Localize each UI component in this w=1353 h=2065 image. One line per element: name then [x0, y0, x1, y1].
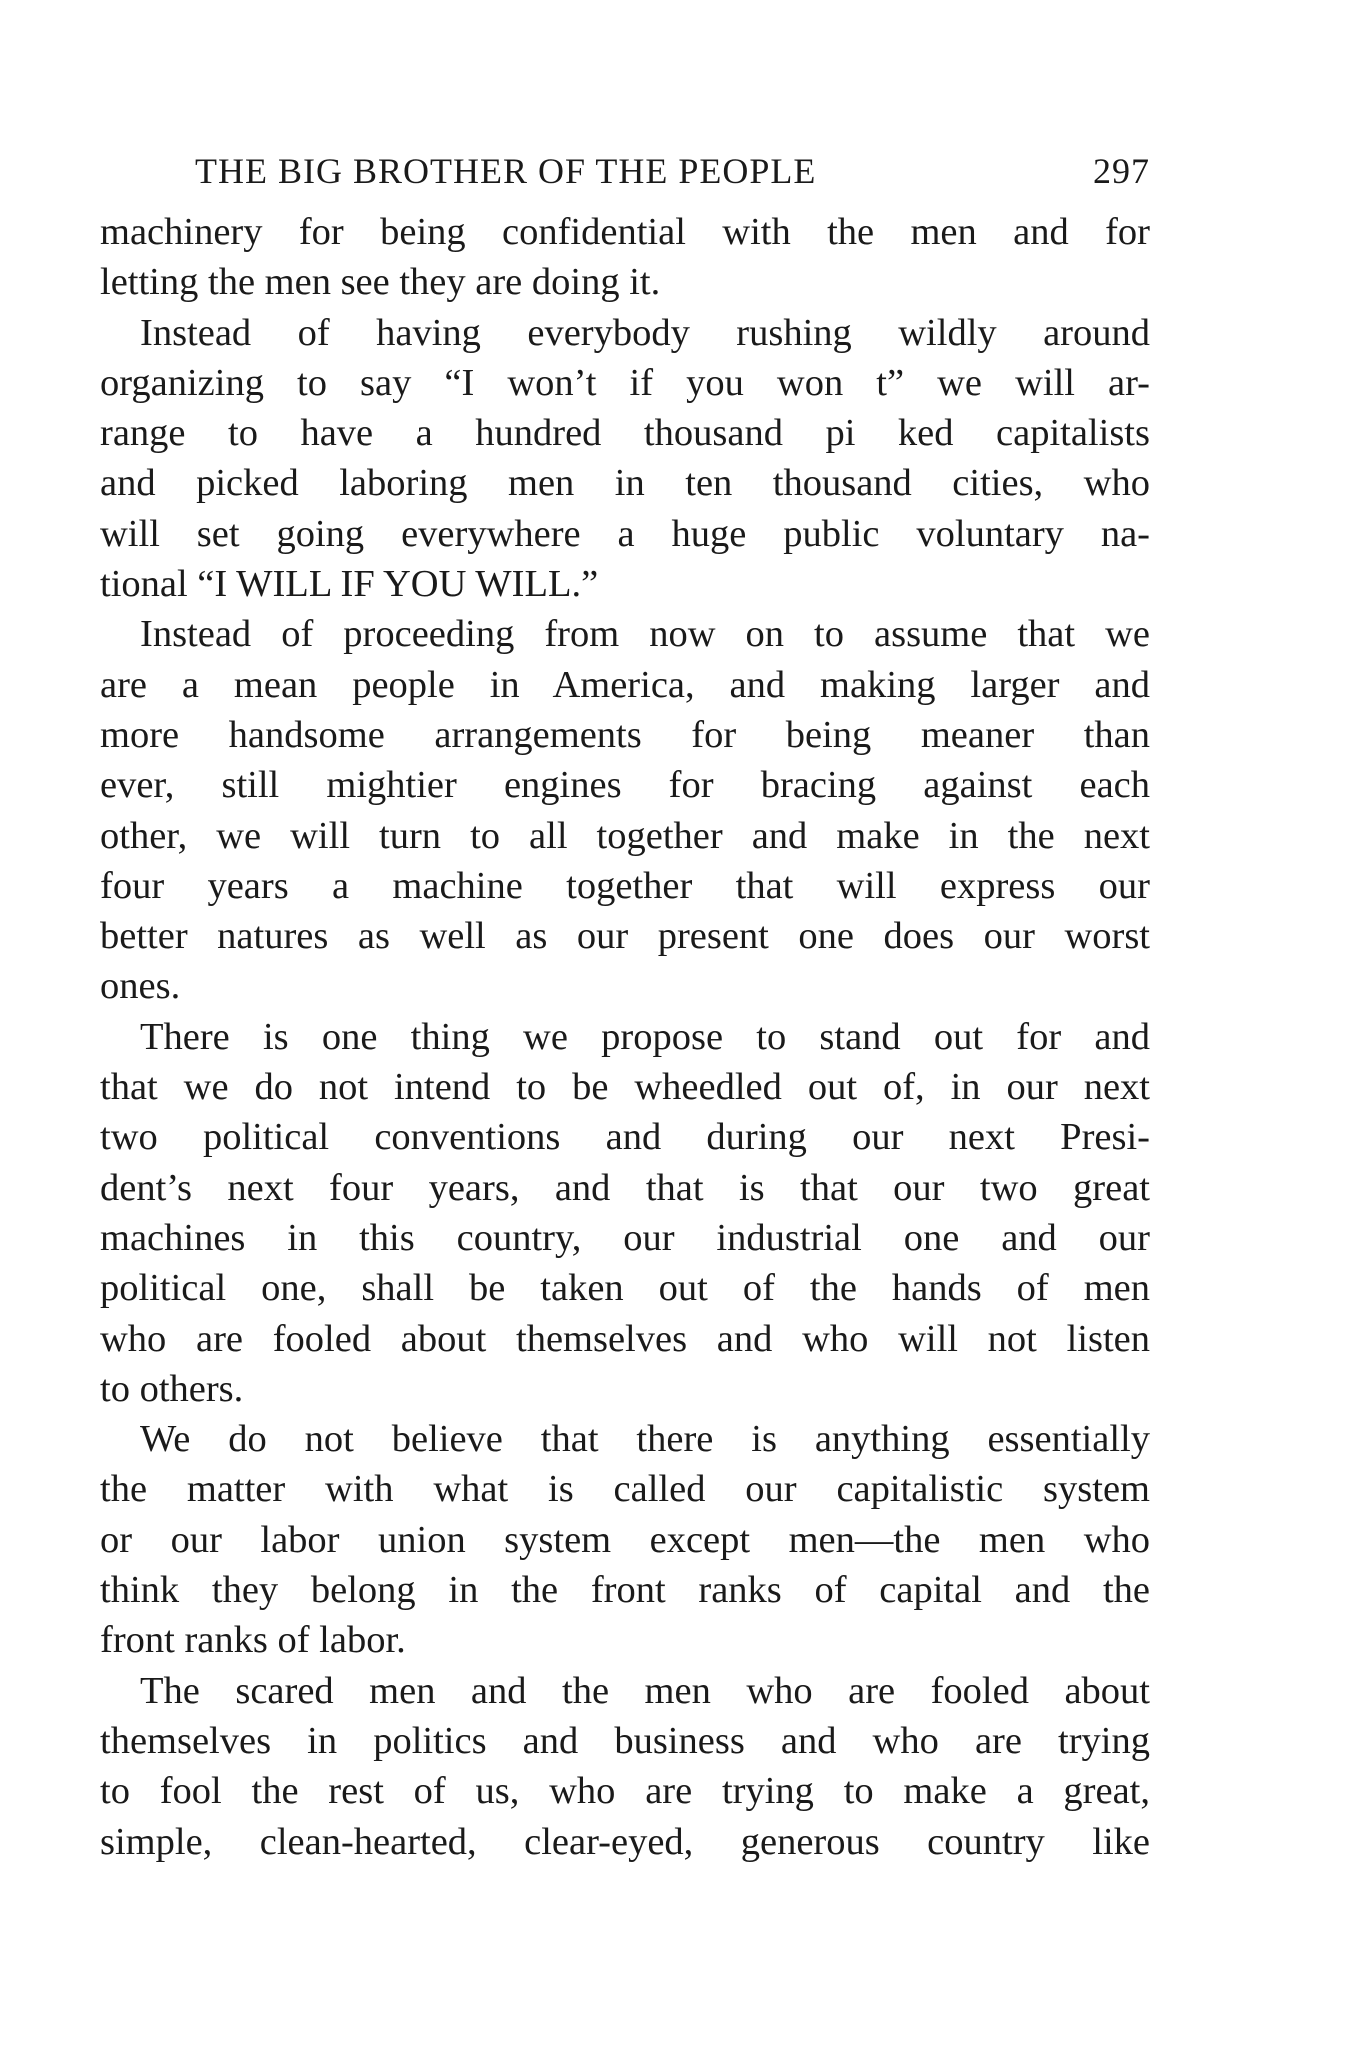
text-line: ever, still mightier engines for bracing against each — [100, 764, 1150, 807]
book-page — [100, 150, 1150, 1867]
text-line: machinery for being confidential with the men and for — [100, 211, 1150, 253]
text-line: themselves in politics and business and who are trying — [100, 1719, 1150, 1762]
text-line: more handsome arrangements for being meaner than — [100, 713, 1150, 756]
text-line: four years a machine together that will express our — [100, 864, 1150, 907]
text-line: We do not believe that there is anything essentially — [140, 1418, 1150, 1461]
text-line: will set going everywhere a huge public voluntary na- — [100, 512, 1150, 555]
text-line: better natures as well as our present one does our worst — [100, 915, 1150, 958]
text-line: Instead of proceeding from now on to assume that we — [140, 613, 1150, 656]
text-line: simple, clean-hearted, clear-eyed, generous country like — [100, 1820, 1150, 1863]
text-line: The scared men and the men who are fooled about — [140, 1669, 1150, 1712]
text-line: that we do not intend to be wheedled out of, in our next — [100, 1066, 1150, 1109]
body-text — [100, 207, 1150, 1867]
text-line: two political conventions and during our next Presi- — [100, 1116, 1150, 1159]
text-line: are a mean people in America, and making larger and — [100, 663, 1150, 706]
text-line: political one, shall be taken out of the hands of men — [100, 1267, 1150, 1310]
text-line: letting the men see they are doing it. — [100, 261, 661, 304]
text-line: dent’s next four years, and that is that our two great — [100, 1166, 1150, 1209]
text-line: ones. — [100, 965, 181, 1008]
text-line: front ranks of labor. — [100, 1619, 406, 1662]
text-line: range to have a hundred thousand pi ked capitalists — [100, 412, 1150, 455]
text-line: who are fooled about themselves and who will not listen — [100, 1317, 1150, 1360]
text-line: tional “I WILL IF YOU WILL.” — [100, 563, 599, 606]
text-line: think they belong in the front ranks of capital and the — [100, 1569, 1150, 1612]
text-line: There is one thing we propose to stand out for and — [140, 1015, 1150, 1058]
text-line: organizing to say “I won’t if you won t” we will ar- — [100, 361, 1150, 404]
text-line: or our labor union system except men—the men who — [100, 1518, 1150, 1561]
running-head — [195, 150, 1150, 202]
text-line: Instead of having everybody rushing wildly around — [140, 311, 1150, 354]
text-line: other, we will turn to all together and make in the next — [100, 814, 1150, 857]
text-line: machines in this country, our industrial one and our — [100, 1216, 1150, 1259]
text-line: and picked laboring men in ten thousand cities, who — [100, 462, 1150, 505]
running-title: THE BIG BROTHER OF THE PEOPLE — [195, 151, 817, 191]
text-line: to fool the rest of us, who are trying to make a great, — [100, 1770, 1150, 1813]
text-line: the matter with what is called our capitalistic system — [100, 1468, 1150, 1511]
text-line: to others. — [100, 1367, 244, 1410]
page-number: 297 — [1093, 151, 1150, 191]
